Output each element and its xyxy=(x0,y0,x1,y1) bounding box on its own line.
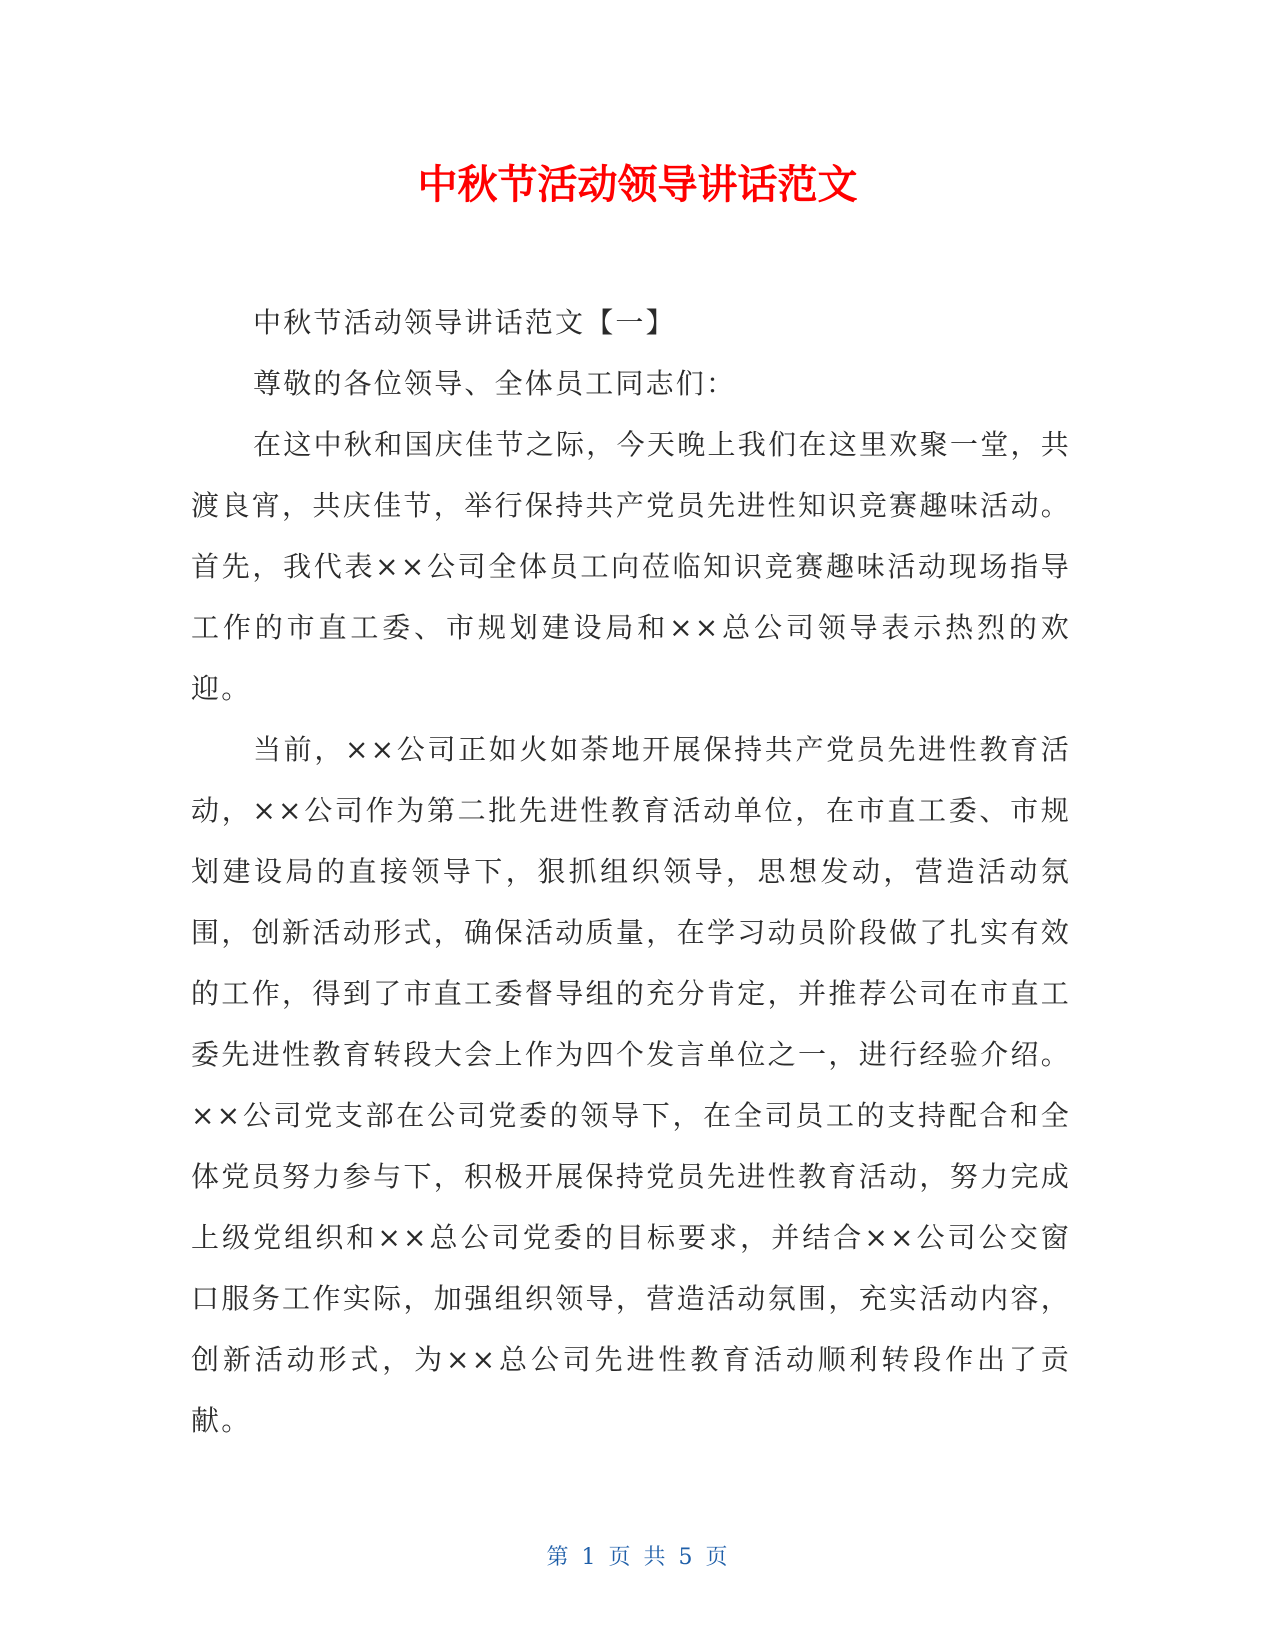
document-title: 中秋节活动领导讲话范文 xyxy=(417,162,858,208)
body-paragraph-welcome: 在这中秋和国庆佳节之际，今天晚上我们在这里欢聚一堂，共渡良宵，共庆佳节，举行保持共产党员先进性知识竞赛趣味活动。首先，我代表××公司全体员工向莅临知识竞赛趣味活动现场指导工作的市直工委、市规划建设局和××总公司领导表示热烈的欢迎。 xyxy=(191,428,1071,705)
footer-current-page: 1 xyxy=(581,1545,597,1570)
page-number-footer xyxy=(0,1540,1275,1571)
footer-page-prefix: 第 xyxy=(546,1545,570,1570)
footer-page-mid: 页 xyxy=(608,1545,632,1570)
salutation-paragraph: 尊敬的各位领导、全体员工同志们： xyxy=(253,367,737,400)
footer-total-pages: 5 xyxy=(678,1545,694,1570)
body-paragraph-activities: 当前，××公司正如火如荼地开展保持共产党员先进性教育活动，××公司作为第二批先进性教育活动单位，在市直工委、市规划建设局的直接领导下，狠抓组织领导，思想发动，营造活动氛围，创新活动形式，确保活动质量，在学习动员阶段做了扎实有效的工作，得到了市直工委督导组的充分肯定，并推荐公司在市直工委先进性教育转段大会上作为四个发言单位之一，进行经验介绍。××公司党支部在公司党委的领导下，在全司员工的支持配合和全体党员努力参与下，积极开展保持党员先进性教育活动，努力完成上级党组织和××总公司党委的目标要求，并结合××公司公交窗口服务工作实际，加强组织领导，营造活动氛围，充实活动内容，创新活动形式，为××总公司先进性教育活动顺利转段作出了贡献。 xyxy=(191,733,1071,1437)
footer-page-suffix: 页 xyxy=(705,1545,729,1570)
document-body xyxy=(191,292,1071,1451)
footer-total-label: 共 xyxy=(643,1545,667,1570)
section-heading: 中秋节活动领导讲话范文【一】 xyxy=(253,306,676,339)
